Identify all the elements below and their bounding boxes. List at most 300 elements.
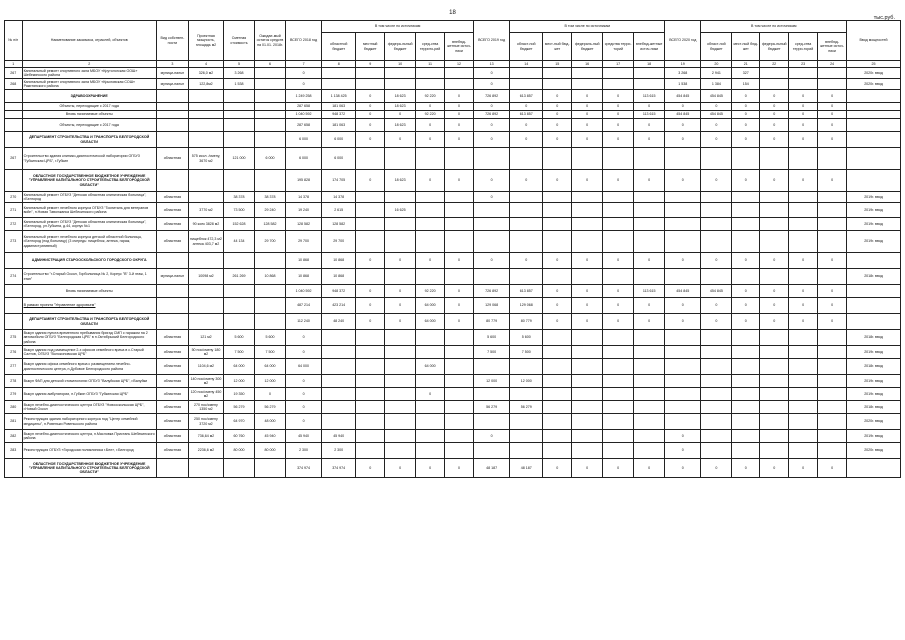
table-cell: 60 760 xyxy=(224,430,255,443)
table-cell xyxy=(416,231,445,253)
table-cell: 128 582 xyxy=(322,218,356,231)
column-number: 6 xyxy=(255,61,286,68)
table-cell: 0 xyxy=(732,90,760,103)
table-cell: 0 xyxy=(445,132,474,148)
table-cell: 0 xyxy=(665,298,701,314)
table-cell: 948 372 xyxy=(322,111,356,119)
row-name-cell: ОБЛАСТНОЕ ГОСУДАРСТВЕННОЕ БЮДЖЕТНОЕ УЧРЕЖДЕНИЕ "УПРАВЛЕНИЕ КАПИТАЛЬНОГО СТРОИТЕЛЬСТВА БЕЛГОРОДСКОЙ ОБЛАСТИ" xyxy=(22,170,156,192)
table-cell xyxy=(543,359,572,375)
table-cell: 64 970 xyxy=(224,414,255,430)
table-cell xyxy=(701,401,732,414)
table-cell: 64 000 xyxy=(285,359,321,375)
table-cell xyxy=(732,346,760,359)
table-cell: 7 500 xyxy=(510,346,543,359)
table-cell xyxy=(818,430,847,443)
table-cell xyxy=(322,359,356,375)
table-cell: 0 xyxy=(701,170,732,192)
table-cell xyxy=(543,330,572,346)
table-cell: 0 xyxy=(543,90,572,103)
table-cell: 575 иссл. /смену, 3670 м2 xyxy=(188,148,223,170)
table-cell xyxy=(156,132,188,148)
table-cell xyxy=(356,79,385,90)
table-cell xyxy=(543,346,572,359)
table-cell xyxy=(818,192,847,203)
row-name-cell: Капитальный ремонт ОГБУЗ "Детская областная клиническая больница", г.Белгород, ул.Губкина, д.44, корпус №1 xyxy=(22,218,156,231)
table-cell: 64 000 xyxy=(224,359,255,375)
table-cell xyxy=(732,401,760,414)
table-cell xyxy=(543,68,572,79)
table-cell: 454 845 xyxy=(701,285,732,298)
table-cell xyxy=(634,68,665,79)
table-row xyxy=(5,298,901,314)
table-cell xyxy=(224,285,255,298)
table-cell xyxy=(701,375,732,388)
table-cell: 0 xyxy=(665,132,701,148)
table-cell xyxy=(322,346,356,359)
table-cell: 6 000 xyxy=(285,132,321,148)
table-cell: 7 500 xyxy=(474,346,510,359)
table-cell: 1 538 xyxy=(224,79,255,90)
table-cell: 0 xyxy=(356,119,385,132)
table-row xyxy=(5,218,901,231)
header-2019-territories: средства терри-торий xyxy=(603,33,634,61)
table-cell: 2 941 xyxy=(701,68,732,79)
table-cell xyxy=(760,218,789,231)
table-cell: 0 xyxy=(634,459,665,478)
table-cell xyxy=(665,218,701,231)
table-cell: 0 xyxy=(416,388,445,401)
table-row xyxy=(5,269,901,285)
table-cell xyxy=(385,430,416,443)
table-cell: 283 xyxy=(5,443,23,459)
table-cell: 6 000 xyxy=(255,148,286,170)
table-cell xyxy=(789,375,818,388)
table-cell: 0 xyxy=(732,298,760,314)
table-cell xyxy=(510,218,543,231)
table-cell: 1 249 258 xyxy=(285,90,321,103)
table-cell: 0 xyxy=(285,330,321,346)
table-cell: 0 xyxy=(789,103,818,111)
table-cell: 0 xyxy=(445,253,474,269)
table-cell xyxy=(818,375,847,388)
table-cell xyxy=(255,103,286,111)
column-number: 25 xyxy=(847,61,901,68)
table-cell: 276 xyxy=(5,346,23,359)
table-cell: 0 xyxy=(603,298,634,314)
table-cell xyxy=(634,330,665,346)
table-cell: 0 xyxy=(603,285,634,298)
table-cell: 0 xyxy=(818,111,847,119)
table-cell: 0 xyxy=(543,119,572,132)
table-cell xyxy=(634,231,665,253)
table-cell xyxy=(789,388,818,401)
table-row xyxy=(5,285,901,298)
table-cell: областная xyxy=(156,203,188,218)
table-cell: областная xyxy=(156,414,188,430)
investment-table xyxy=(4,20,901,478)
table-cell xyxy=(474,269,510,285)
table-cell: 152 628 xyxy=(224,218,255,231)
table-cell xyxy=(156,170,188,192)
table-cell xyxy=(789,414,818,430)
table-cell xyxy=(818,269,847,285)
row-name-cell: Выкуп здания амбулатории, п.Губкин ОГБУЗ "Губкинская ЦРБ" xyxy=(22,388,156,401)
table-cell: 0 xyxy=(572,119,603,132)
table-cell xyxy=(760,269,789,285)
table-cell: 0 xyxy=(732,111,760,119)
table-cell xyxy=(156,285,188,298)
table-cell: 0 xyxy=(732,285,760,298)
table-cell: 128 582 xyxy=(255,218,286,231)
table-cell xyxy=(188,253,223,269)
header-2018-federal: федера-льный бюджет xyxy=(385,33,416,61)
table-cell: 3 268 xyxy=(665,68,701,79)
table-cell xyxy=(5,103,23,111)
table-cell xyxy=(572,388,603,401)
table-cell xyxy=(224,119,255,132)
table-cell xyxy=(416,346,445,359)
table-cell xyxy=(510,231,543,253)
table-cell: 0 xyxy=(510,103,543,111)
header-2020-local: мест-ный бюд-жет xyxy=(732,33,760,61)
column-number: 18 xyxy=(634,61,665,68)
table-cell: областная xyxy=(156,359,188,375)
table-cell xyxy=(603,192,634,203)
table-row xyxy=(5,359,901,375)
header-sources-2020: В том числе по источникам xyxy=(701,21,847,33)
table-cell xyxy=(665,192,701,203)
table-cell xyxy=(789,79,818,90)
table-cell xyxy=(224,314,255,330)
table-cell: 0 xyxy=(510,119,543,132)
table-cell xyxy=(188,132,223,148)
table-cell xyxy=(701,203,732,218)
table-cell: 5 600 xyxy=(474,330,510,346)
table-cell: 0 xyxy=(789,298,818,314)
table-cell xyxy=(385,68,416,79)
table-cell: 64 000 xyxy=(416,314,445,330)
table-cell xyxy=(634,414,665,430)
column-number: 3 xyxy=(156,61,188,68)
table-cell xyxy=(732,231,760,253)
table-cell: 0 xyxy=(603,103,634,111)
table-cell: 56 279 xyxy=(510,401,543,414)
table-cell: 281 xyxy=(5,414,23,430)
table-cell: 0 xyxy=(474,119,510,132)
table-cell: 73 500 xyxy=(224,203,255,218)
table-cell: 0 xyxy=(818,103,847,111)
table-cell: 45 940 xyxy=(255,430,286,443)
table-cell: 0 xyxy=(572,170,603,192)
table-cell: 0 xyxy=(760,103,789,111)
row-name-cell: Капитальный ремонт спортивного зала МБОУ «Крыловская СОШ» Ракитянского района xyxy=(22,79,156,90)
row-name-cell: Строительство "г.Старый Оскол, Горбольница № 2, Корпус "В" 3-й этаж, 1 этап" xyxy=(22,269,156,285)
table-cell xyxy=(510,443,543,459)
table-cell: 726 892 xyxy=(474,285,510,298)
table-cell xyxy=(188,285,223,298)
table-row xyxy=(5,430,901,443)
table-cell xyxy=(385,346,416,359)
row-name-cell: Выкуп здания офиса семейного врача с размещением лечебно-диагностического центра, п.Дубовое Белгородского района xyxy=(22,359,156,375)
header-capacity: Проектная мощность, площадь м2 xyxy=(188,21,223,61)
table-cell: 0 xyxy=(416,459,445,478)
table-cell xyxy=(385,231,416,253)
table-cell: 90 коек 3828 м2 xyxy=(188,218,223,231)
table-cell: 0 xyxy=(285,388,321,401)
table-cell: 279 xyxy=(5,388,23,401)
table-cell xyxy=(789,192,818,203)
table-cell: 181 063 xyxy=(322,103,356,111)
table-cell: 374 974 xyxy=(285,459,321,478)
table-cell: 0 xyxy=(572,285,603,298)
table-cell: 45 940 xyxy=(285,430,321,443)
table-cell xyxy=(789,430,818,443)
table-cell xyxy=(445,359,474,375)
column-number: 11 xyxy=(416,61,445,68)
table-cell xyxy=(760,401,789,414)
column-number: 2 xyxy=(22,61,156,68)
table-cell xyxy=(847,298,901,314)
table-cell: 0 xyxy=(385,314,416,330)
column-number: 15 xyxy=(543,61,572,68)
column-number: 17 xyxy=(603,61,634,68)
table-cell xyxy=(634,359,665,375)
table-cell xyxy=(572,269,603,285)
table-cell: 0 xyxy=(760,314,789,330)
table-cell: 454 845 xyxy=(701,90,732,103)
table-cell xyxy=(634,430,665,443)
table-cell xyxy=(188,298,223,314)
table-cell xyxy=(445,346,474,359)
table-cell xyxy=(760,375,789,388)
table-cell: 0 xyxy=(445,459,474,478)
row-name-cell: Выкуп здания пункта временного пребывания бригад СМП с гаражом на 2 автомобиля ОГБУЗ "Белгородская ЦРБ" в п.Октябрьский Белгородского района xyxy=(22,330,156,346)
header-2019-extrabudget: внебюд-жетные источ-ники xyxy=(634,33,665,61)
table-cell xyxy=(701,148,732,170)
table-cell: 80 000 xyxy=(255,443,286,459)
table-row xyxy=(5,443,901,459)
column-number: 7 xyxy=(285,61,321,68)
table-cell: 0 xyxy=(572,90,603,103)
table-cell: 0 xyxy=(356,111,385,119)
table-cell: 80 779 xyxy=(510,314,543,330)
table-cell xyxy=(356,359,385,375)
table-cell xyxy=(255,119,286,132)
table-cell xyxy=(445,375,474,388)
table-cell xyxy=(572,203,603,218)
table-cell xyxy=(255,285,286,298)
table-row xyxy=(5,148,901,170)
table-cell: 0 xyxy=(474,68,510,79)
table-cell xyxy=(634,203,665,218)
row-name-cell: Вновь начинаемые объекты xyxy=(22,285,156,298)
header-2018-territories: сред-ства террито-рий xyxy=(416,33,445,61)
row-name-cell: Реконструкция ОГБУЗ «Городская поликлиника г.Бел», г.Белгород xyxy=(22,443,156,459)
table-cell xyxy=(760,346,789,359)
table-cell: 1 138 425 xyxy=(322,90,356,103)
table-cell: 0 xyxy=(603,119,634,132)
table-cell xyxy=(5,298,23,314)
table-cell xyxy=(701,359,732,375)
table-cell: 2019г. ввод xyxy=(847,218,901,231)
table-row xyxy=(5,192,901,203)
table-cell xyxy=(701,192,732,203)
table-cell xyxy=(603,231,634,253)
table-cell: 0 xyxy=(445,103,474,111)
table-cell: 0 xyxy=(510,170,543,192)
table-cell: 2020г. ввод xyxy=(847,443,901,459)
table-cell xyxy=(665,330,701,346)
table-cell: 5 600 xyxy=(255,330,286,346)
row-name-cell: ОБЛАСТНОЕ ГОСУДАРСТВЕННОЕ БЮДЖЕТНОЕ УЧРЕЖДЕНИЕ "УПРАВЛЕНИЕ КАПИТАЛЬНОГО СТРОИТЕЛЬСТВА БЕЛГОРОДСКОЙ ОБЛАСТИ" xyxy=(22,459,156,478)
row-name-cell: В рамках проекта "Управление здоровьем" xyxy=(22,298,156,314)
table-cell: 0 xyxy=(510,132,543,148)
table-cell xyxy=(732,218,760,231)
table-cell xyxy=(356,231,385,253)
table-cell xyxy=(789,218,818,231)
table-cell: 0 xyxy=(701,132,732,148)
table-cell: 0 xyxy=(818,170,847,192)
table-cell: 0 xyxy=(543,314,572,330)
table-cell: 0 xyxy=(356,298,385,314)
table-cell xyxy=(356,148,385,170)
table-cell: 0 xyxy=(285,79,321,90)
table-cell xyxy=(156,298,188,314)
header-cost: Сметная стоимость xyxy=(224,21,255,61)
table-cell: 2236,6 м2 xyxy=(188,443,223,459)
table-cell: 0 xyxy=(760,298,789,314)
table-cell: 0 xyxy=(665,314,701,330)
table-cell xyxy=(789,443,818,459)
table-row xyxy=(5,111,901,119)
table-cell: 129 068 xyxy=(510,298,543,314)
header-2018-extrabudget: внебюд-жетные источ-ники xyxy=(445,33,474,61)
table-cell: 0 xyxy=(634,132,665,148)
table-cell xyxy=(665,388,701,401)
table-cell: 0 xyxy=(285,346,321,359)
table-cell: областная xyxy=(156,443,188,459)
table-cell xyxy=(385,79,416,90)
table-cell xyxy=(356,443,385,459)
table-cell: 0 xyxy=(356,459,385,478)
table-cell xyxy=(760,330,789,346)
row-name-cell: ДЕПАРТАМЕНТ СТРОИТЕЛЬСТВА И ТРАНСПОРТА БЕЛГОРОДСКОЙ ОБЛАСТИ xyxy=(22,132,156,148)
table-cell xyxy=(356,269,385,285)
row-name-cell: ЗДРАВООХРАНЕНИЕ xyxy=(22,90,156,103)
table-cell: 0 xyxy=(634,314,665,330)
table-cell xyxy=(255,132,286,148)
table-cell xyxy=(818,388,847,401)
table-cell xyxy=(510,430,543,443)
table-cell xyxy=(416,375,445,388)
table-cell xyxy=(385,359,416,375)
table-cell xyxy=(5,119,23,132)
table-cell xyxy=(701,269,732,285)
column-number: 13 xyxy=(474,61,510,68)
table-cell: 0 xyxy=(572,298,603,314)
header-sources-2018: В том числе по источникам xyxy=(322,21,474,33)
table-cell xyxy=(847,90,901,103)
table-cell: 0 xyxy=(789,90,818,103)
table-cell xyxy=(789,269,818,285)
table-cell xyxy=(665,148,701,170)
table-cell: 0 xyxy=(356,103,385,111)
table-cell: 113 615 xyxy=(634,111,665,119)
table-cell xyxy=(818,401,847,414)
header-num: № п/п xyxy=(5,21,23,61)
header-2018-regional: областной бюджет xyxy=(322,33,356,61)
table-cell: 0 xyxy=(543,170,572,192)
table-cell: областная xyxy=(156,401,188,414)
table-cell xyxy=(847,103,901,111)
table-cell: 0 xyxy=(474,253,510,269)
table-cell: 0 xyxy=(760,459,789,478)
table-cell xyxy=(510,414,543,430)
column-number: 1 xyxy=(5,61,23,68)
header-2019-federal: федераль-ный бюджет xyxy=(572,33,603,61)
table-cell xyxy=(732,430,760,443)
table-cell: 0 xyxy=(603,459,634,478)
table-cell: 0 xyxy=(385,298,416,314)
table-cell: 0 xyxy=(760,111,789,119)
table-cell xyxy=(732,269,760,285)
table-cell xyxy=(188,103,223,111)
table-cell xyxy=(760,414,789,430)
table-cell xyxy=(188,119,223,132)
table-cell xyxy=(224,170,255,192)
table-cell xyxy=(572,68,603,79)
table-cell: областная xyxy=(156,231,188,253)
table-cell xyxy=(5,170,23,192)
table-header xyxy=(5,21,901,68)
table-cell xyxy=(603,68,634,79)
table-cell: 261 269 xyxy=(224,269,255,285)
table-row xyxy=(5,330,901,346)
table-cell xyxy=(510,148,543,170)
table-cell xyxy=(760,79,789,90)
table-cell: 0 xyxy=(474,132,510,148)
table-cell xyxy=(732,359,760,375)
table-cell: 50 пос/смену 180 м2 xyxy=(188,346,223,359)
table-cell xyxy=(156,459,188,478)
table-cell xyxy=(732,203,760,218)
table-cell xyxy=(665,375,701,388)
table-cell: 0 xyxy=(732,253,760,269)
table-cell: 0 xyxy=(665,443,701,459)
table-cell: 80 000 xyxy=(224,443,255,459)
table-cell: 18 623 xyxy=(385,170,416,192)
table-cell: 2 300 xyxy=(322,443,356,459)
table-cell: 287 658 xyxy=(285,119,321,132)
table-cell xyxy=(224,90,255,103)
table-cell: 0 xyxy=(818,314,847,330)
table-cell xyxy=(445,430,474,443)
table-cell xyxy=(847,285,901,298)
table-cell xyxy=(5,90,23,103)
table-cell: 181 063 xyxy=(322,119,356,132)
table-cell: 0 xyxy=(760,285,789,298)
table-cell: 0 xyxy=(732,314,760,330)
table-cell: 0 xyxy=(385,459,416,478)
table-cell xyxy=(385,375,416,388)
table-cell: 374 974 xyxy=(322,459,356,478)
table-cell: 327 xyxy=(732,68,760,79)
table-cell: 14 378 xyxy=(285,192,321,203)
table-cell xyxy=(572,346,603,359)
header-ownership: Вид собствен-ности xyxy=(156,21,188,61)
row-name-cell: Выкуп здания под размещение 2-х офисов семейного врача в с.Старый Салтов, ОГБУЗ "Волоконовская ЦРБ" xyxy=(22,346,156,359)
table-cell xyxy=(543,192,572,203)
